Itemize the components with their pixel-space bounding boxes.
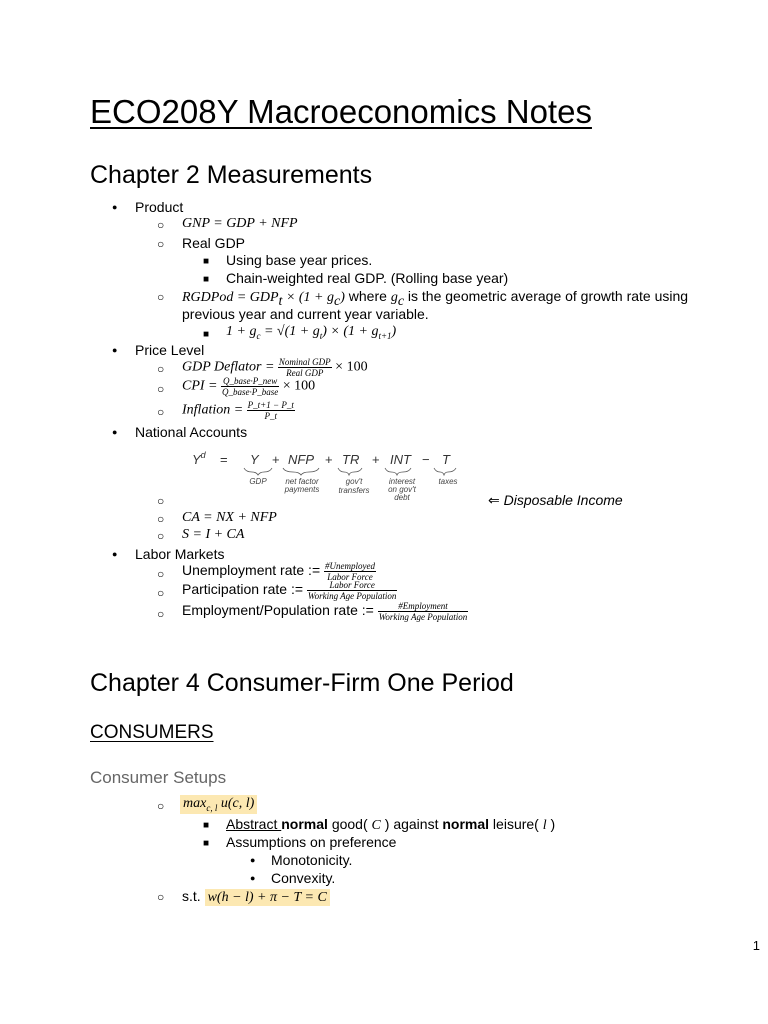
bullet	[112, 424, 117, 440]
bullet	[112, 199, 117, 215]
consumers-heading: CONSUMERS	[90, 722, 214, 743]
bullet	[203, 834, 209, 850]
abstract-goods-text: Abstract normal good( C ) against normal leisure( l )	[226, 816, 556, 833]
bullet	[157, 527, 164, 543]
inflation-formula: Inflation = $\frac{P\_t+1 - P\_t}{P\_t}$	[182, 400, 294, 421]
disposable-income-note: ⇐ Disposable Income	[488, 492, 623, 508]
bullet	[250, 852, 255, 868]
svg-text:=: =	[220, 452, 228, 467]
employment-population-rate: Employment/Population rate := $\frac{\text{\#Employment}}{\text{Working Age Population}}$	[182, 601, 468, 622]
yd-term-t: T	[442, 452, 450, 467]
utility-max-formula: $\max_{c, l} u(c$, l)	[180, 795, 257, 814]
monotonicity-text: Monotonicity.	[271, 852, 353, 868]
assumptions-text: Assumptions on preference	[226, 834, 397, 850]
unemployment-rate: Unemployment rate := $\frac{\text{\#Unemployed}}{\text{Labor Force}}$	[182, 561, 375, 582]
rgdp-line-2: previous year and current year variable.	[182, 306, 429, 322]
bullet	[203, 816, 209, 832]
bullet	[203, 252, 209, 268]
svg-text:transfers: transfers	[338, 486, 370, 495]
document-title: ECO208Y Macroeconomics Notes	[90, 93, 592, 130]
bullet	[112, 546, 117, 562]
yd-term-y: Y	[250, 452, 259, 467]
gnp-formula: GNP = GDP + NFP	[182, 216, 298, 231]
bullet	[157, 216, 164, 232]
bullet	[157, 288, 164, 304]
page-number: 1	[752, 938, 760, 953]
product-label: Product	[135, 199, 184, 215]
svg-text:payments: payments	[284, 485, 320, 494]
svg-text:gov't: gov't	[345, 477, 363, 486]
chapter2-heading: Chapter 2 Measurements	[90, 161, 373, 189]
real-gdp-label: Real GDP	[182, 235, 246, 251]
yd-label-gdp: GDP	[249, 477, 267, 486]
bullet	[157, 565, 164, 581]
svg-text:interest: interest	[388, 477, 416, 486]
svg-text:−: −	[422, 452, 430, 467]
svg-text:+: +	[372, 452, 380, 467]
yd-term-nfp: NFP	[288, 452, 314, 467]
savings-formula: S = I + CA	[182, 527, 245, 542]
price-level-label: Price Level	[135, 342, 205, 358]
labor-markets-label: Labor Markets	[135, 546, 225, 562]
participation-rate: Participation rate := $\frac{\text{Labor Force}}{\text{Working Age Population}}$	[182, 580, 397, 601]
budget-constraint: s.t. w(h − l) + π − T = C	[182, 888, 330, 906]
bullet	[157, 584, 164, 600]
cpi-formula: CPI = $\frac{\text{Q\_base·P\_new}}{\text{Q\_base·P\_base}}$ × 100	[182, 376, 316, 397]
bullet	[157, 605, 164, 621]
bullet	[250, 870, 255, 886]
bullet	[157, 235, 164, 251]
convexity-text: Convexity.	[271, 870, 336, 886]
bullet	[157, 380, 164, 396]
yd-term-tr: TR	[342, 452, 360, 467]
yd-term-int: INT	[390, 452, 411, 467]
svg-text:+: +	[272, 452, 280, 467]
chain-weighted-text: Chain-weighted real GDP. (Rolling base year)	[226, 270, 509, 286]
yd-label-taxes: taxes	[438, 477, 458, 486]
bullet	[157, 360, 164, 376]
national-accounts-label: National Accounts	[135, 424, 248, 440]
svg-text:debt: debt	[394, 493, 410, 502]
svg-text:on gov't: on gov't	[388, 485, 416, 494]
rgdp-line: RGDPod = $GDP_t \times (1 + g_c)$ where $g_c$ is the geometric average of growth rate using	[182, 288, 689, 309]
bullet	[203, 325, 209, 341]
yd-label-nfp: net factor	[285, 477, 319, 486]
bullet	[157, 888, 164, 904]
bullet	[112, 342, 117, 358]
chapter4-heading: Chapter 4 Consumer-Firm One Period	[90, 669, 514, 697]
bullet	[157, 510, 164, 526]
bullet	[157, 492, 164, 508]
consumer-setups-heading: Consumer Setups	[90, 768, 227, 787]
disposable-income-equation	[180, 446, 480, 502]
deflator-formula: GDP Deflator = $\frac{\text{Nominal GDP}}{\text{Real GDP}}$ × 100	[182, 357, 368, 378]
ca-formula: CA = NX + NFP	[182, 510, 277, 525]
growth-formula: $1 + g_c = √(1 + g_t) \times (1 + g_{t+1})$	[226, 324, 397, 341]
bullet	[203, 270, 209, 286]
bullet	[157, 797, 164, 813]
base-year-text: Using base year prices.	[226, 252, 373, 268]
svg-text:+: +	[325, 452, 333, 467]
bullet	[157, 403, 164, 419]
svg-text:Yd: $Y^d$	[192, 450, 206, 467]
